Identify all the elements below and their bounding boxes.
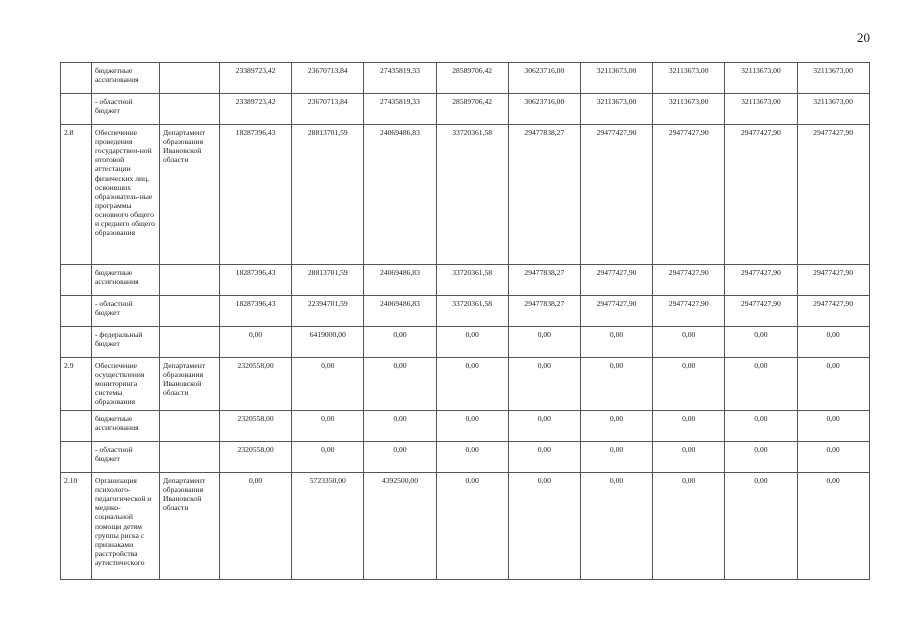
value-cell: 0,00 xyxy=(653,411,725,442)
value-cell: 0,00 xyxy=(653,327,725,358)
value-cell: 0,00 xyxy=(364,327,436,358)
value-cell: 28813701,59 xyxy=(292,265,364,296)
value-cell: 2320558,00 xyxy=(220,411,292,442)
budget-table xyxy=(60,62,870,580)
row-number-cell: 2.10 xyxy=(61,473,92,580)
value-cell: 0,00 xyxy=(725,442,797,473)
value-cell: 0,00 xyxy=(364,358,436,411)
value-cell: 0,00 xyxy=(220,473,292,580)
value-cell: 0,00 xyxy=(653,358,725,411)
table-row xyxy=(61,411,870,442)
value-cell: 33720361,58 xyxy=(436,265,508,296)
value-cell: 23389723,42 xyxy=(220,63,292,94)
value-cell: 0,00 xyxy=(580,442,652,473)
value-cell: 0,00 xyxy=(725,473,797,580)
page-number: 20 xyxy=(857,30,870,45)
value-cell: 29477427,90 xyxy=(653,125,725,265)
table-row xyxy=(61,125,870,265)
value-cell: 28589706,42 xyxy=(436,63,508,94)
table-row xyxy=(61,473,870,580)
value-cell: 0,00 xyxy=(725,358,797,411)
value-cell: 29477427,90 xyxy=(580,265,652,296)
value-cell: 18287396,43 xyxy=(220,296,292,327)
row-number-cell: 2.8 xyxy=(61,125,92,265)
value-cell: 29477427,90 xyxy=(725,125,797,265)
value-cell: 29477427,90 xyxy=(653,296,725,327)
table-row xyxy=(61,296,870,327)
value-cell: 2320558,00 xyxy=(220,358,292,411)
value-cell: 33720361,58 xyxy=(436,125,508,265)
table-row xyxy=(61,94,870,125)
value-cell: 5723350,00 xyxy=(292,473,364,580)
value-cell: 29477838,27 xyxy=(508,265,580,296)
value-cell: 29477427,90 xyxy=(725,265,797,296)
row-number-cell xyxy=(61,327,92,358)
value-cell: 0,00 xyxy=(508,442,580,473)
value-cell: 32113673,00 xyxy=(797,63,869,94)
value-cell: 27435819,33 xyxy=(364,94,436,125)
row-executor-cell: Департамент образования Ивановской области xyxy=(160,358,220,411)
row-name-cell: Обеспечение проведения государствен-ной итоговой аттестации физических лиц, освоивших образователь-ные программы основного общего и среднего общего образования xyxy=(92,125,160,265)
row-name-cell: Организация психолого-педагогической и медико-социальной помощи детям группы риска с признаками расстройства аутистического xyxy=(92,473,160,580)
value-cell: 29477427,90 xyxy=(653,265,725,296)
value-cell: 0,00 xyxy=(436,442,508,473)
value-cell: 0,00 xyxy=(292,358,364,411)
value-cell: 29477427,90 xyxy=(797,125,869,265)
value-cell: 0,00 xyxy=(508,358,580,411)
value-cell: 23670713,84 xyxy=(292,63,364,94)
table-row xyxy=(61,358,870,411)
value-cell: 0,00 xyxy=(580,473,652,580)
value-cell: 0,00 xyxy=(580,358,652,411)
value-cell: 0,00 xyxy=(580,327,652,358)
row-name-cell: Обеспечение осуществления мониторинга системы образования xyxy=(92,358,160,411)
value-cell: 0,00 xyxy=(725,411,797,442)
value-cell: 29477427,90 xyxy=(797,265,869,296)
value-cell: 0,00 xyxy=(508,411,580,442)
table-row xyxy=(61,63,870,94)
row-name-cell: бюджетные ассигнования xyxy=(92,63,160,94)
value-cell: 28813701,59 xyxy=(292,125,364,265)
budget-table-body xyxy=(61,63,870,580)
table-row xyxy=(61,442,870,473)
row-name-cell: бюджетные ассигнования xyxy=(92,411,160,442)
table-row xyxy=(61,327,870,358)
row-number-cell xyxy=(61,442,92,473)
row-executor-cell xyxy=(160,94,220,125)
value-cell: 0,00 xyxy=(436,411,508,442)
row-executor-cell xyxy=(160,411,220,442)
row-name-cell: - областной бюджет xyxy=(92,94,160,125)
row-executor-cell xyxy=(160,265,220,296)
value-cell: 24069486,83 xyxy=(364,125,436,265)
value-cell: 0,00 xyxy=(436,473,508,580)
value-cell: 0,00 xyxy=(797,411,869,442)
value-cell: 0,00 xyxy=(653,473,725,580)
value-cell: 29477838,27 xyxy=(508,296,580,327)
value-cell: 32113673,00 xyxy=(580,94,652,125)
value-cell: 0,00 xyxy=(797,358,869,411)
value-cell: 28589706,42 xyxy=(436,94,508,125)
row-number-cell xyxy=(61,411,92,442)
value-cell: 0,00 xyxy=(220,327,292,358)
value-cell: 24069486,83 xyxy=(364,265,436,296)
value-cell: 6419000,00 xyxy=(292,327,364,358)
row-number-cell xyxy=(61,94,92,125)
row-number-cell xyxy=(61,265,92,296)
value-cell: 0,00 xyxy=(292,411,364,442)
value-cell: 4392500,00 xyxy=(364,473,436,580)
value-cell: 32113673,00 xyxy=(580,63,652,94)
value-cell: 2320558,00 xyxy=(220,442,292,473)
value-cell: 0,00 xyxy=(797,327,869,358)
row-executor-cell xyxy=(160,442,220,473)
row-name-cell: - областной бюджет xyxy=(92,296,160,327)
value-cell: 0,00 xyxy=(364,442,436,473)
value-cell: 32113673,00 xyxy=(725,94,797,125)
value-cell: 0,00 xyxy=(436,358,508,411)
value-cell: 0,00 xyxy=(653,442,725,473)
row-executor-cell: Департамент образования Ивановской области xyxy=(160,125,220,265)
value-cell: 29477427,90 xyxy=(725,296,797,327)
value-cell: 18287396,43 xyxy=(220,125,292,265)
value-cell: 0,00 xyxy=(508,327,580,358)
value-cell: 23389723,42 xyxy=(220,94,292,125)
value-cell: 0,00 xyxy=(508,473,580,580)
value-cell: 24069486,83 xyxy=(364,296,436,327)
row-number-cell xyxy=(61,63,92,94)
value-cell: 0,00 xyxy=(364,411,436,442)
value-cell: 32113673,00 xyxy=(797,94,869,125)
value-cell: 29477838,27 xyxy=(508,125,580,265)
row-executor-cell xyxy=(160,63,220,94)
value-cell: 32113673,00 xyxy=(653,63,725,94)
value-cell: 33720361,58 xyxy=(436,296,508,327)
value-cell: 27435819,33 xyxy=(364,63,436,94)
value-cell: 0,00 xyxy=(725,327,797,358)
row-name-cell: бюджетные ассигнования xyxy=(92,265,160,296)
row-executor-cell xyxy=(160,327,220,358)
value-cell: 32113673,00 xyxy=(725,63,797,94)
value-cell: 29477427,90 xyxy=(797,296,869,327)
value-cell: 22394701,59 xyxy=(292,296,364,327)
value-cell: 32113673,00 xyxy=(653,94,725,125)
row-executor-cell xyxy=(160,296,220,327)
row-name-cell: - федеральный бюджет xyxy=(92,327,160,358)
row-executor-cell: Департамент образования Ивановской области xyxy=(160,473,220,580)
value-cell: 29477427,90 xyxy=(580,296,652,327)
value-cell: 23670713,84 xyxy=(292,94,364,125)
value-cell: 0,00 xyxy=(797,473,869,580)
value-cell: 0,00 xyxy=(580,411,652,442)
value-cell: 0,00 xyxy=(292,442,364,473)
row-number-cell xyxy=(61,296,92,327)
value-cell: 0,00 xyxy=(436,327,508,358)
row-number-cell: 2.9 xyxy=(61,358,92,411)
row-name-cell: - областной бюджет xyxy=(92,442,160,473)
value-cell: 30623716,00 xyxy=(508,63,580,94)
value-cell: 0,00 xyxy=(797,442,869,473)
value-cell: 18287396,43 xyxy=(220,265,292,296)
value-cell: 29477427,90 xyxy=(580,125,652,265)
table-row xyxy=(61,265,870,296)
value-cell: 30623716,00 xyxy=(508,94,580,125)
